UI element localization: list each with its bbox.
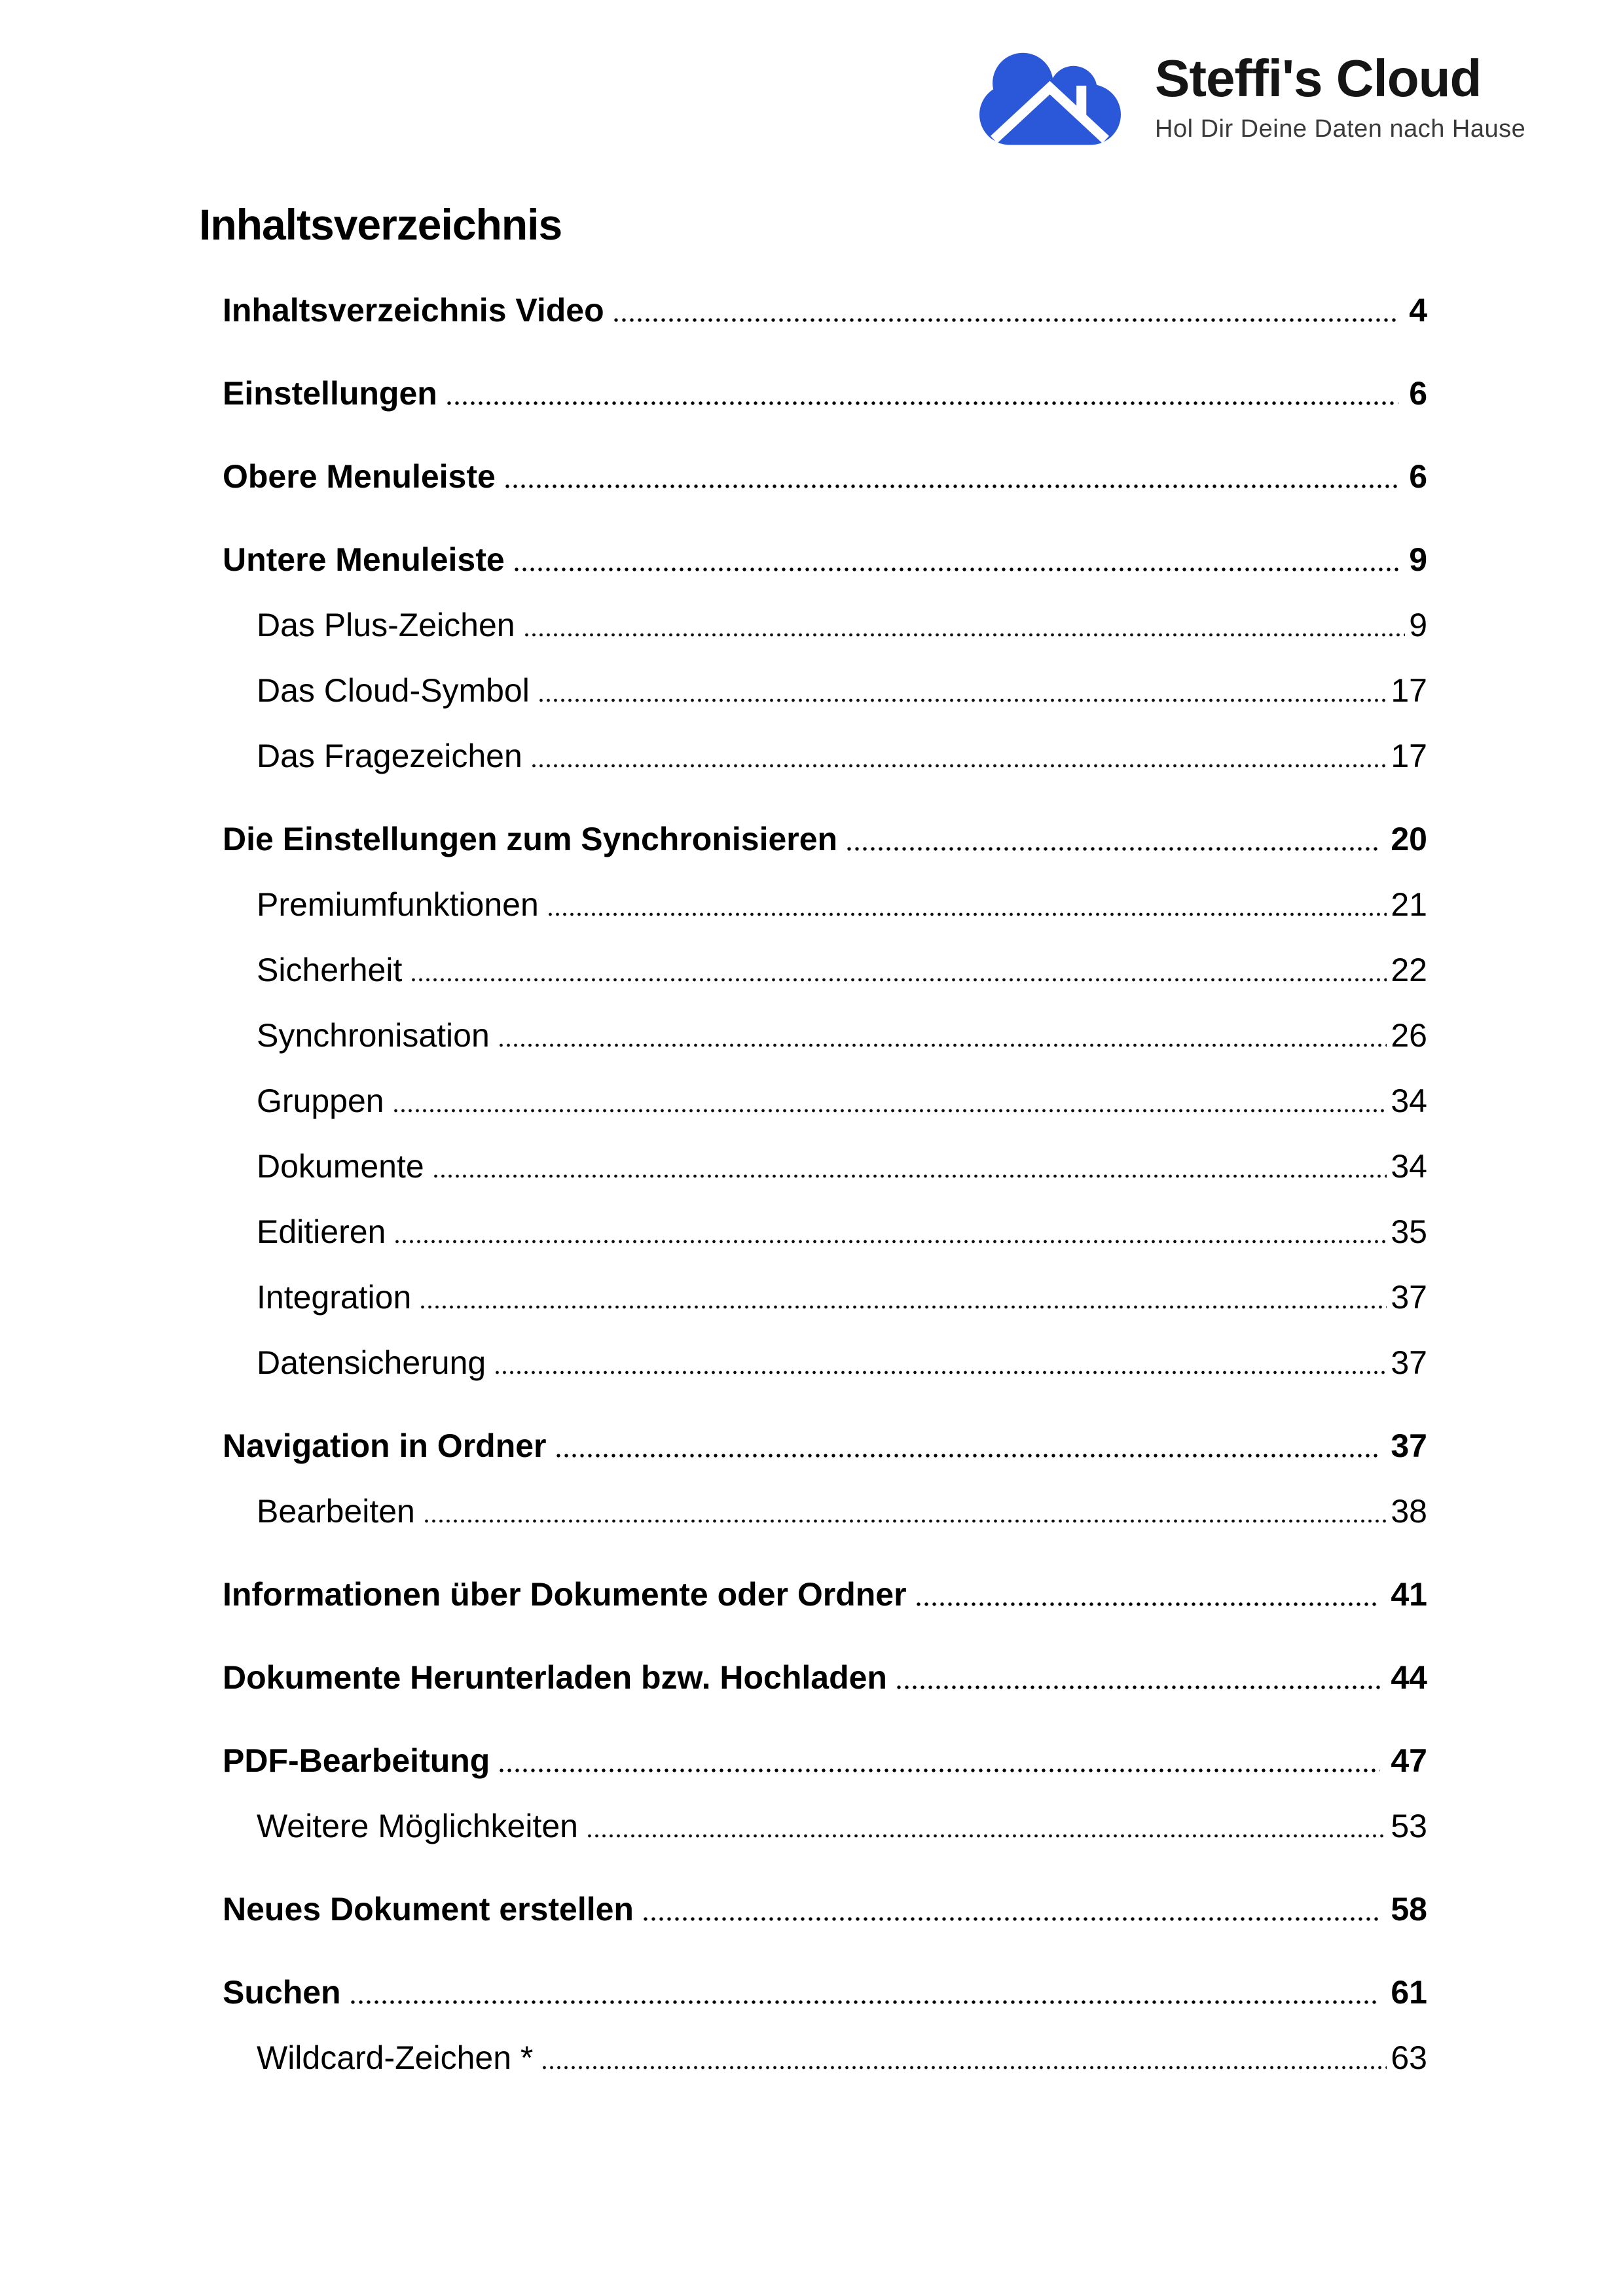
toc-entry-label: Dokumente Herunterladen bzw. Hochladen: [223, 1659, 887, 1696]
toc-entry[interactable]: [199, 291, 1427, 329]
toc-entry[interactable]: [199, 374, 1427, 412]
dot-leader: [642, 1917, 1380, 1921]
cloud-home-icon: [979, 46, 1121, 145]
toc-page-number: 6: [1409, 458, 1427, 495]
toc-page-number: 9: [1409, 541, 1427, 578]
dot-leader: [513, 567, 1399, 571]
toc-page-number: 17: [1391, 672, 1427, 709]
toc-entry[interactable]: [199, 1890, 1427, 1928]
toc-entry[interactable]: [199, 2039, 1427, 2077]
toc-entry-label: Untere Menuleiste: [223, 541, 505, 578]
toc-entry-label: Das Plus-Zeichen: [257, 607, 515, 643]
toc-page-number: 53: [1391, 1808, 1427, 1844]
toc-entry-label: Dokumente: [257, 1148, 424, 1185]
toc-page-number: 6: [1409, 375, 1427, 412]
toc-entry-label: Editieren: [257, 1213, 386, 1250]
toc-entry[interactable]: [199, 1575, 1427, 1613]
toc-page-number: 17: [1391, 738, 1427, 774]
page-title: Inhaltsverzeichnis: [199, 200, 562, 249]
toc-page-number: 61: [1391, 1974, 1427, 2011]
toc-entry[interactable]: [199, 1807, 1427, 1845]
toc-entry-label: Premiumfunktionen: [257, 886, 539, 923]
toc-entry-label: Bearbeiten: [257, 1493, 415, 1530]
brand-tagline: Hol Dir Deine Daten nach Hause: [1155, 115, 1526, 143]
dot-leader: [423, 1519, 1387, 1523]
toc-entry-label: Wildcard-Zeichen *: [257, 2039, 534, 2076]
dot-leader: [392, 1109, 1387, 1113]
toc-page-number: 44: [1391, 1659, 1427, 1696]
toc-entry-label: Weitere Möglichkeiten: [257, 1808, 578, 1844]
toc-entry[interactable]: [199, 1492, 1427, 1530]
toc-entry-label: Sicherheit: [257, 952, 403, 988]
brand-text: [1155, 46, 1525, 143]
toc-entry-label: Integration: [257, 1279, 412, 1316]
toc-entry[interactable]: [199, 1659, 1427, 1696]
toc-entry-label: Synchronisation: [257, 1017, 490, 1054]
toc-page-number: 35: [1391, 1213, 1427, 1250]
toc-entry[interactable]: [199, 1344, 1427, 1382]
toc-page-number: 37: [1391, 1427, 1427, 1464]
dot-leader: [503, 484, 1398, 488]
toc-entry[interactable]: [199, 1147, 1427, 1185]
toc-entry-label: Neues Dokument erstellen: [223, 1891, 634, 1928]
toc-page-number: 21: [1391, 886, 1427, 923]
dot-leader: [541, 2066, 1387, 2070]
dot-leader: [845, 847, 1380, 851]
toc-page-number: 34: [1391, 1083, 1427, 1119]
toc-page-number: 37: [1391, 1279, 1427, 1316]
toc-entry-label: Das Fragezeichen: [257, 738, 522, 774]
dot-leader: [498, 1768, 1380, 1772]
toc-page-number: 37: [1391, 1344, 1427, 1381]
toc-page-number: 34: [1391, 1148, 1427, 1185]
toc-entry[interactable]: [199, 820, 1427, 858]
toc-entry[interactable]: [199, 1016, 1427, 1054]
dot-leader: [410, 978, 1387, 982]
toc-page-number: 20: [1391, 821, 1427, 857]
toc-page-number: 4: [1409, 292, 1427, 329]
dot-leader: [393, 1240, 1387, 1244]
toc-page-number: 38: [1391, 1493, 1427, 1530]
dot-leader: [419, 1305, 1387, 1309]
toc-page-number: 41: [1391, 1576, 1427, 1613]
toc-entry[interactable]: [199, 886, 1427, 924]
toc-entry[interactable]: [199, 457, 1427, 495]
toc-entry[interactable]: [199, 1082, 1427, 1120]
toc-entry-label: Informationen über Dokumente oder Ordner: [223, 1576, 907, 1613]
dot-leader: [547, 912, 1387, 916]
toc-entry[interactable]: [199, 951, 1427, 989]
dot-leader: [915, 1602, 1381, 1606]
dot-leader: [523, 633, 1406, 637]
toc-page-number: 9: [1409, 607, 1427, 643]
toc-entry[interactable]: [199, 1427, 1427, 1465]
toc-entry-label: Obere Menuleiste: [223, 458, 496, 495]
brand-title: Steffi's Cloud: [1155, 49, 1482, 107]
toc-page-number: 26: [1391, 1017, 1427, 1054]
toc-entry-label: Navigation in Ordner: [223, 1427, 547, 1464]
toc-entry-label: Das Cloud-Symbol: [257, 672, 530, 709]
dot-leader: [349, 2000, 1381, 2004]
toc-page-number: 58: [1391, 1891, 1427, 1928]
toc-entry-label: Gruppen: [257, 1083, 384, 1119]
dot-leader: [445, 401, 1398, 405]
dot-leader: [498, 1043, 1387, 1047]
dot-leader: [432, 1174, 1387, 1178]
toc-entry[interactable]: [199, 1973, 1427, 2011]
toc-entry[interactable]: [199, 541, 1427, 579]
toc-page-number: 22: [1391, 952, 1427, 988]
toc-page-number: 63: [1391, 2039, 1427, 2076]
toc-entry-label: Suchen: [223, 1974, 341, 2011]
toc-list: [199, 291, 1427, 2077]
toc-entry-label: PDF-Bearbeitung: [223, 1742, 490, 1779]
toc-entry[interactable]: [199, 1278, 1427, 1316]
dot-leader: [612, 318, 1399, 322]
dot-leader: [555, 1454, 1381, 1458]
dot-leader: [538, 698, 1387, 702]
content-area: [199, 200, 1427, 2077]
toc-entry-label: Die Einstellungen zum Synchronisieren: [223, 821, 838, 857]
toc-entry[interactable]: [199, 672, 1427, 709]
toc-entry[interactable]: [199, 1742, 1427, 1780]
dot-leader: [895, 1685, 1380, 1689]
brand-logo: [979, 46, 1525, 145]
dot-leader: [494, 1371, 1387, 1374]
dot-leader: [530, 764, 1387, 768]
toc-page-number: 47: [1391, 1742, 1427, 1779]
toc-entry-label: Datensicherung: [257, 1344, 486, 1381]
dot-leader: [586, 1834, 1387, 1838]
toc-entry[interactable]: [199, 606, 1427, 644]
toc-entry[interactable]: [199, 737, 1427, 775]
toc-entry-label: Einstellungen: [223, 375, 437, 412]
toc-entry[interactable]: [199, 1213, 1427, 1251]
toc-entry-label: Inhaltsverzeichnis Video: [223, 292, 604, 329]
